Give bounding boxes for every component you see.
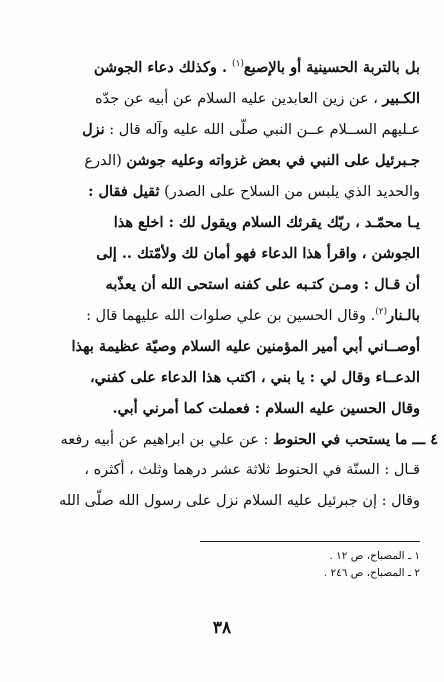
- text-segment: ، عن زين العابدين عليه السلام عن أبيه عن جدّه: [95, 91, 383, 107]
- text-line: [30, 145, 420, 176]
- text-segment: بل بالتربة الحسينية أو بالإصبع: [243, 59, 420, 76]
- text-line: [30, 424, 438, 455]
- text-line: [30, 362, 420, 393]
- text-line: [30, 52, 420, 83]
- text-segment: ثقيل فقال :: [88, 183, 160, 200]
- text-line: [30, 207, 420, 238]
- text-segment: : عن علي بن ابراهيم عن أبيه رفعه: [60, 432, 273, 448]
- text-segment: (الدرع: [84, 153, 127, 169]
- footnotes: [200, 548, 420, 582]
- footnote-1: ١ ـ المصباح، ص ١٢ .: [329, 550, 420, 562]
- text-segment: الكـبير: [382, 90, 420, 107]
- text-segment: نزل: [82, 121, 105, 138]
- text-segment: وقال الحسين عليه السلام : فعملت كما أمرني أبي.: [112, 400, 420, 417]
- text-segment: ٤ ـــ ما يستحب في الحنوط: [272, 431, 438, 448]
- text-segment: والحديد الذي يلبس من السلاح على الصدر): [159, 184, 420, 200]
- text-segment: يـا محمّـد ، ربّك يقرئك السلام ويقول لك : اخلع هذا: [113, 214, 420, 231]
- text-line: [30, 269, 420, 300]
- text-line: [30, 455, 420, 486]
- footnote-ref: (٢): [375, 307, 388, 318]
- footnote-ref: (١): [232, 59, 244, 70]
- text-line: [30, 486, 420, 517]
- text-segment: . وكذلك دعاء الجوشن: [93, 59, 233, 76]
- text-segment: أوصــاني أبي أمير المؤمنين عليه السلام وصيّة عظيمة بهذا: [71, 338, 420, 355]
- text-line: [30, 238, 420, 269]
- text-segment: الجوشن ، واقرأ هذا الدعاء فهو أمان لك ولأمّتك .. إلى: [96, 245, 420, 262]
- text-line: [30, 393, 420, 424]
- text-segment: الدعــاء وقال لي : يا بني ، اكتب هذا الدعاء على كفني،: [89, 369, 420, 386]
- main-text: [30, 52, 438, 517]
- text-segment: وقال : إن جبرئيل عليه السلام نزل على رسول الله صلّى الله: [58, 493, 420, 509]
- text-line: [30, 176, 420, 207]
- text-line: [30, 300, 420, 331]
- footnote-divider: [200, 541, 420, 542]
- text-line: [30, 114, 420, 145]
- text-segment: عـليهم الســلام عــن النبي صلّى الله عليه وآله قال :: [104, 122, 420, 138]
- text-segment: . وقال الحسين بن علي صلوات الله عليهما قال :: [86, 308, 376, 324]
- page-number: ٣٨: [212, 618, 232, 638]
- text-line: [30, 331, 420, 362]
- text-segment: جـبرئيل على النبي في بعض غزواته وعليه جوشن: [126, 152, 420, 169]
- text-segment: قـال : السنّة في الحنوط ثلاثة عشر درهما وثلث ، أكثره ،: [84, 462, 420, 478]
- text-line: [30, 83, 420, 114]
- text-segment: أن قـال : ومـن كتـبه على كفنه استحى الله أن يعذّبه: [105, 276, 420, 293]
- text-segment: بالـنار: [387, 307, 420, 324]
- footnote-2: ٢ ـ المصباح، ص ٢٤٦ .: [323, 567, 420, 579]
